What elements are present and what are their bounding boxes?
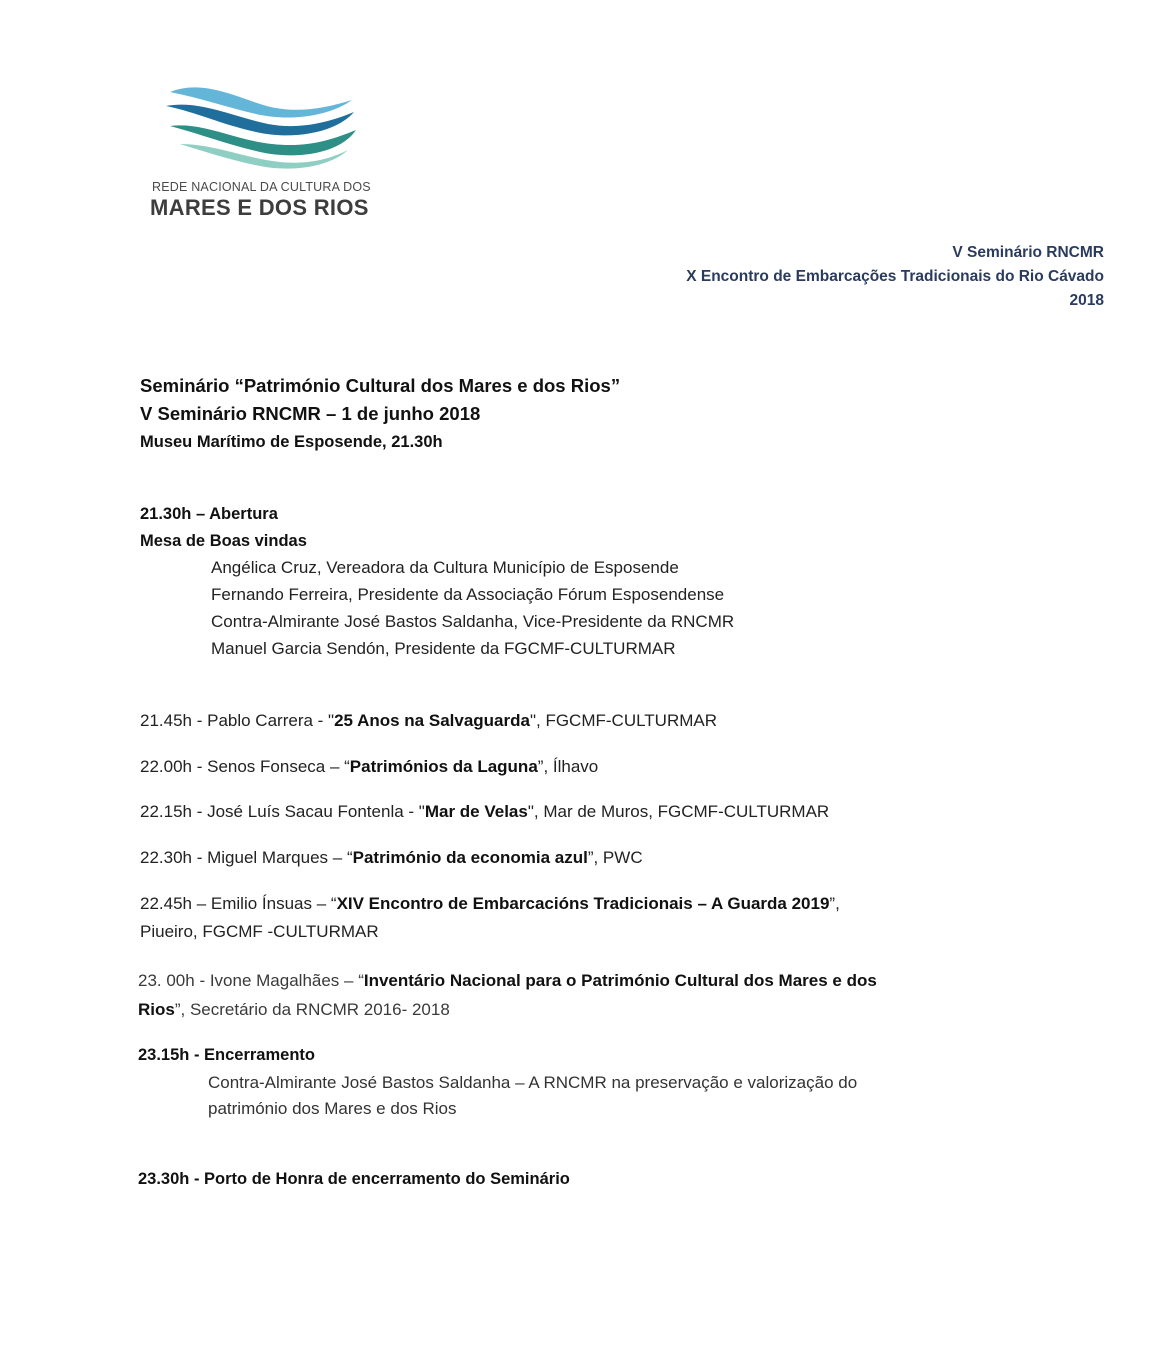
talk-item bbox=[138, 971, 877, 991]
waves-logo-graphic bbox=[160, 82, 360, 172]
talk-affiliation: ”, Ílhavo bbox=[537, 757, 599, 776]
talk-item-continuation: Piueiro, FGCMF -CULTURMAR bbox=[140, 922, 379, 941]
welcome-person: Fernando Ferreira, Presidente da Associação Fórum Esposendense bbox=[211, 585, 725, 604]
talk-title: Inventário Nacional para o Património Cultural dos Mares e dos bbox=[363, 971, 877, 990]
talk-item bbox=[140, 757, 598, 777]
talk-title: Mar de Velas bbox=[424, 802, 528, 821]
talk-title: XIV Encontro de Embarcacións Tradicionais – A Guarda 2019 bbox=[336, 894, 830, 913]
talk-affiliation: ”, PWC bbox=[587, 848, 643, 867]
talk-item bbox=[140, 802, 829, 822]
talk-title: Patrimónios da Laguna bbox=[349, 757, 538, 776]
welcome-person: Manuel Garcia Sendón, Presidente da FGCMF-CULTURMAR bbox=[211, 639, 676, 658]
talk-affiliation: ”, bbox=[829, 894, 840, 913]
header-line-2: X Encontro de Embarcações Tradicionais do Rio Cávado bbox=[686, 268, 1104, 285]
header-line-1: V Seminário RNCMR bbox=[952, 244, 1104, 261]
talk-speaker: 23. 00h - Ivone Magalhães – “ bbox=[138, 971, 364, 990]
talk-speaker: 21.45h - Pablo Carrera - " bbox=[140, 711, 335, 730]
seminar-subtitle: V Seminário RNCMR – 1 de junho 2018 bbox=[140, 403, 481, 424]
seminar-venue: Museu Marítimo de Esposende, 21.30h bbox=[140, 433, 443, 451]
header-line-3: 2018 bbox=[1069, 292, 1104, 309]
closing-text: Contra-Almirante José Bastos Saldanha – A RNCMR na preservação e valorização do bbox=[208, 1073, 858, 1092]
talk-speaker: 22.00h - Senos Fonseca – “ bbox=[140, 757, 350, 776]
talk-speaker: 22.30h - Miguel Marques – “ bbox=[140, 848, 353, 867]
logo-text-large: MARES E DOS RIOS bbox=[150, 195, 369, 220]
talk-item bbox=[140, 848, 643, 868]
talk-title: 25 Anos na Salvaguarda bbox=[334, 711, 530, 730]
welcome-person: Contra-Almirante José Bastos Saldanha, Vice-Presidente da RNCMR bbox=[211, 612, 735, 631]
talk-speaker: 22.15h - José Luís Sacau Fontenla - " bbox=[140, 802, 425, 821]
welcome-person: Angélica Cruz, Vereadora da Cultura Município de Esposende bbox=[211, 558, 679, 577]
talk-item bbox=[140, 894, 840, 914]
talk-affiliation: ", Mar de Muros, FGCMF-CULTURMAR bbox=[527, 802, 830, 821]
closing-heading: 23.15h - Encerramento bbox=[138, 1046, 315, 1064]
talk-item bbox=[140, 711, 717, 731]
opening-heading: 21.30h – Abertura bbox=[140, 505, 278, 523]
talk-affiliation: ", FGCMF-CULTURMAR bbox=[529, 711, 718, 730]
welcome-table-heading: Mesa de Boas vindas bbox=[140, 532, 307, 550]
closing-text: património dos Mares e dos Rios bbox=[208, 1099, 457, 1118]
rncmr-logo bbox=[148, 82, 371, 222]
talk-affiliation: ”, Secretário da RNCMR 2016- 2018 bbox=[174, 1000, 450, 1019]
talk-title: Património da economia azul bbox=[352, 848, 588, 867]
talk-item-continuation bbox=[138, 1000, 450, 1020]
talk-speaker: 22.45h – Emilio Ínsuas – “ bbox=[140, 894, 337, 913]
logo-text-small: REDE NACIONAL DA CULTURA DOS bbox=[152, 180, 371, 194]
final-heading: 23.30h - Porto de Honra de encerramento do Seminário bbox=[138, 1170, 570, 1188]
seminar-title: Seminário “Património Cultural dos Mares e dos Rios” bbox=[140, 375, 621, 396]
talk-title: Rios bbox=[138, 1000, 175, 1019]
